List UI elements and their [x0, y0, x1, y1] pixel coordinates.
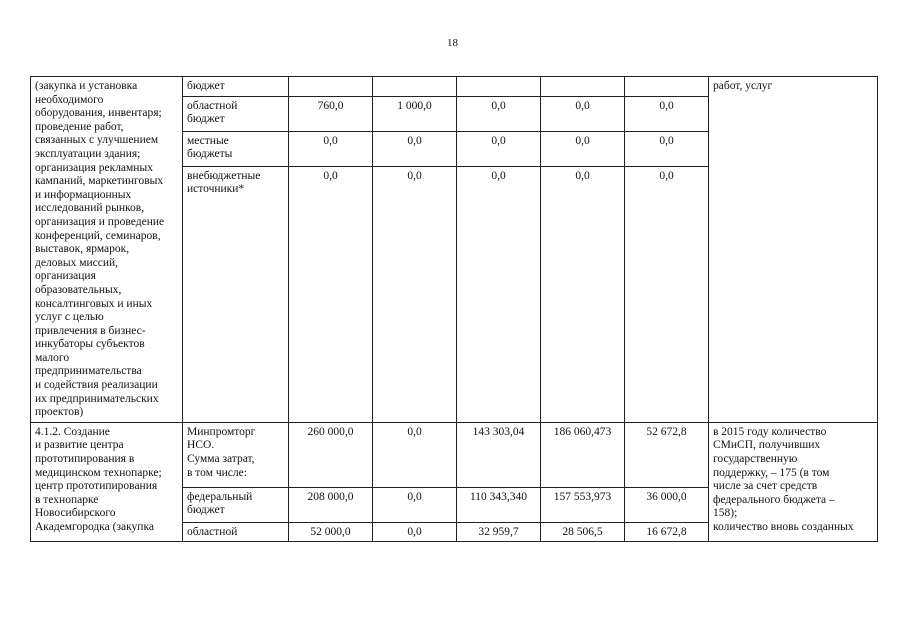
value-cell: 52 672,8 [625, 422, 709, 487]
value-cell: 208 000,0 [289, 487, 373, 522]
value-cell: 186 060,473 [541, 422, 625, 487]
value-cell: 52 000,0 [289, 522, 373, 542]
value-cell: 36 000,0 [625, 487, 709, 522]
value-cell: 0,0 [373, 487, 457, 522]
page-number: 18 [447, 37, 458, 49]
value-cell: 760,0 [289, 96, 373, 131]
value-cell: 32 959,7 [457, 522, 541, 542]
source-label-cell: областной бюджет [183, 96, 289, 131]
value-cell [541, 77, 625, 97]
value-cell: 0,0 [457, 96, 541, 131]
value-cell [373, 77, 457, 97]
value-cell: 143 303,04 [457, 422, 541, 487]
source-label-cell: федеральный бюджет [183, 487, 289, 522]
source-label-cell: внебюджетные источники* [183, 166, 289, 422]
result-cell: работ, услуг [709, 77, 878, 423]
measure-description-cell: (закупка и установка необходимого оборудования, инвентаря; проведение работ, связанных с улучшением эксплуатации здания; организация рекламных кампаний, маркетинговых и информационных исследований рынков, организация и проведение конференций, семинаров, выставок, ярмарок, деловых миссий, организация образовательных, консалтинговых и иных услуг с целью привлечения в бизнес- инкубаторы субъектов малого предпринимательства и содействия реализации их предпринимательских проектов) [31, 77, 183, 423]
value-cell: 0,0 [373, 522, 457, 542]
value-cell: 260 000,0 [289, 422, 373, 487]
result-cell: в 2015 году количество СМиСП, получивших государственную поддержку, – 175 (в том числе за счет средств федерального бюджета – 158); количество вновь созданных [709, 422, 878, 542]
value-cell: 0,0 [373, 131, 457, 166]
table-row [31, 77, 878, 97]
funding-table [30, 76, 878, 542]
source-label-cell: бюджет [183, 77, 289, 97]
value-cell: 0,0 [625, 166, 709, 422]
value-cell: 0,0 [541, 166, 625, 422]
value-cell [625, 77, 709, 97]
value-cell: 16 672,8 [625, 522, 709, 542]
value-cell [289, 77, 373, 97]
value-cell: 0,0 [457, 166, 541, 422]
table-row [31, 422, 878, 487]
value-cell: 0,0 [373, 166, 457, 422]
value-cell: 0,0 [289, 166, 373, 422]
value-cell: 157 553,973 [541, 487, 625, 522]
value-cell: 0,0 [625, 96, 709, 131]
value-cell: 0,0 [289, 131, 373, 166]
value-cell: 0,0 [541, 96, 625, 131]
value-cell: 0,0 [625, 131, 709, 166]
value-cell [457, 77, 541, 97]
source-label-cell: Минпромторг НСО. Сумма затрат, в том числе: [183, 422, 289, 487]
value-cell: 28 506,5 [541, 522, 625, 542]
value-cell: 110 343,340 [457, 487, 541, 522]
value-cell: 0,0 [541, 131, 625, 166]
value-cell: 0,0 [373, 422, 457, 487]
source-label-cell: областной [183, 522, 289, 542]
value-cell: 0,0 [457, 131, 541, 166]
value-cell: 1 000,0 [373, 96, 457, 131]
source-label-cell: местные бюджеты [183, 131, 289, 166]
measure-description-cell: 4.1.2. Создание и развитие центра прототипирования в медицинском технопарке; центр прототипирования в технопарке Новосибирского Академгородка (закупка [31, 422, 183, 542]
